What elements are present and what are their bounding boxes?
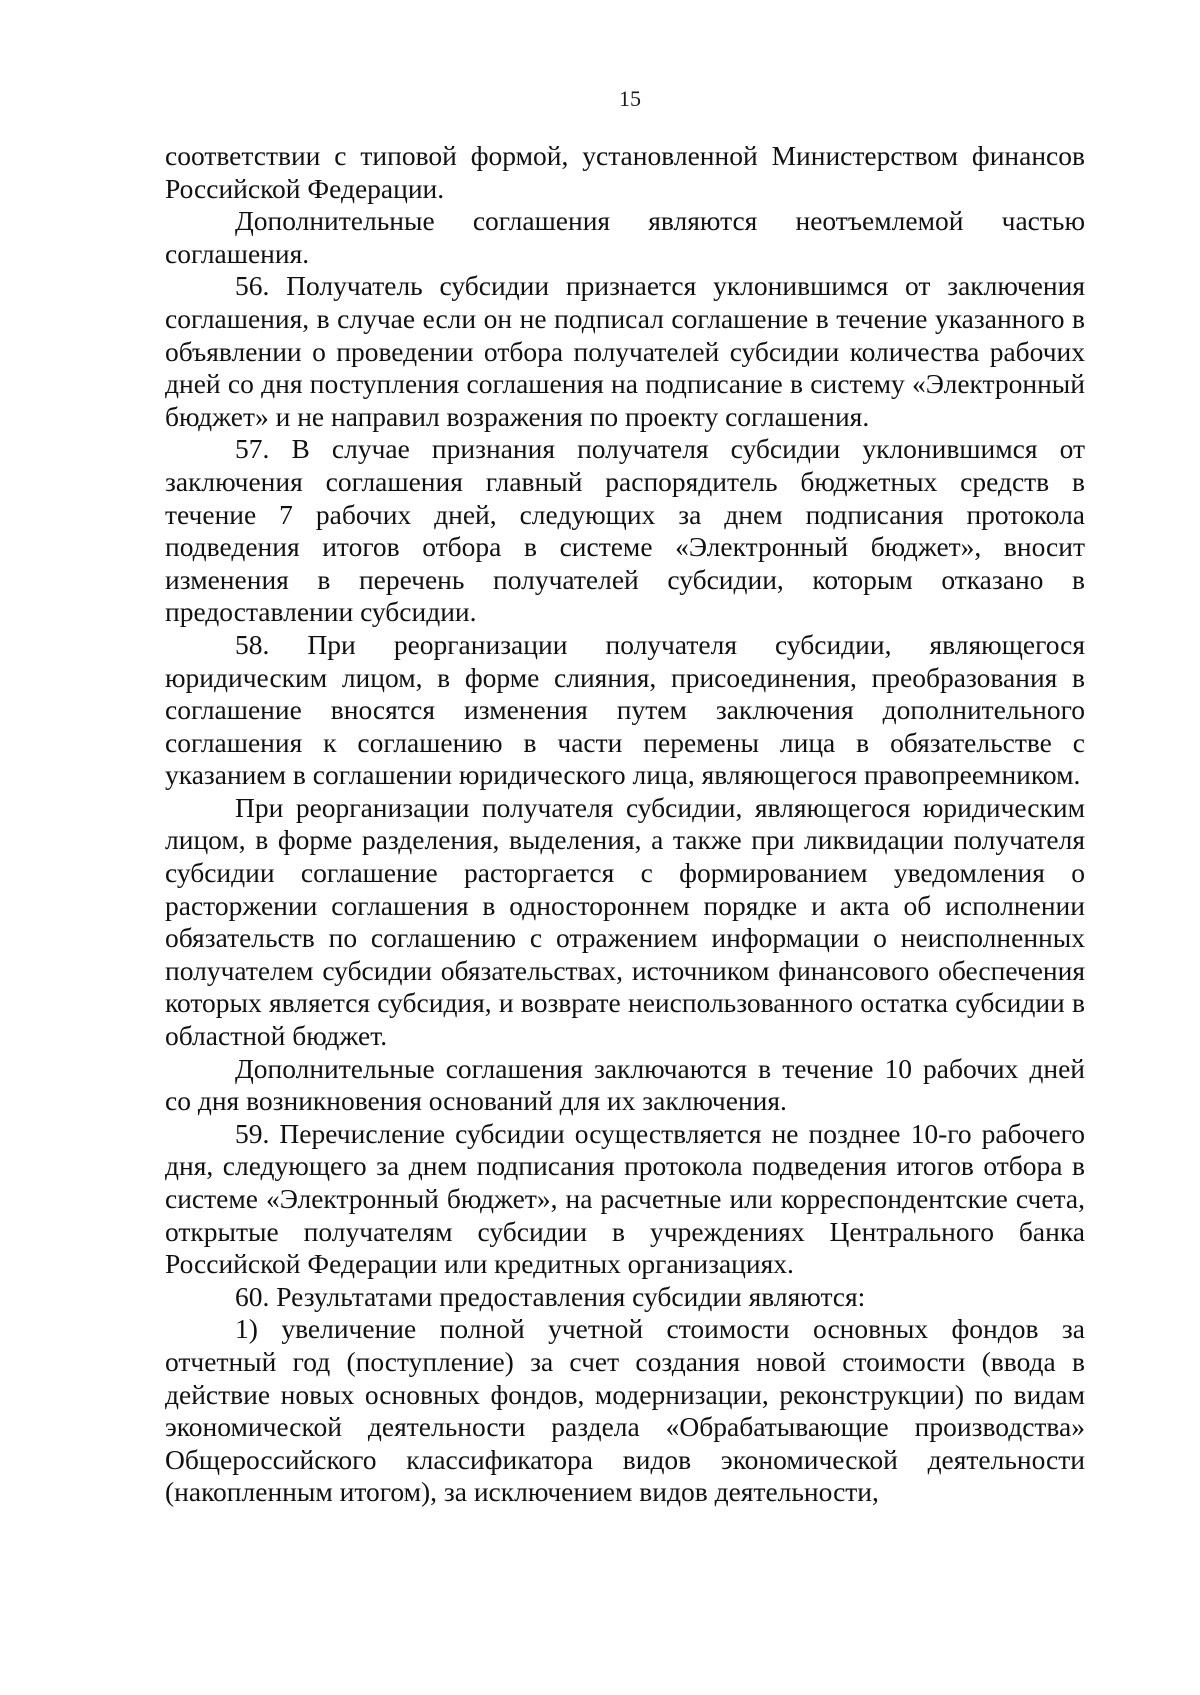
paragraph-58: 58. При реорганизации получателя субсидии, являющегося юридическим лицом, в форме слияния, присоединения, преобразования в соглашение вносятся изменения путем заключения дополнительного соглашения к соглашению в части перемены лица в обязательстве с указанием в соглашении юридического лица, являющегося правопреемником. — [165, 628, 1085, 791]
document-body — [165, 140, 1085, 1509]
paragraph-continuation: соответствии с типовой формой, установленной Министерством финансов Российской Федерации. — [165, 140, 1085, 204]
page-number: 15 — [619, 86, 641, 111]
paragraph-57: 57. В случае признания получателя субсидии уклонившимся от заключения соглашения главный распорядитель бюджетных средств в течение 7 рабочих дней, следующих за днем подписания протокола подведения итогов отбора в системе «Электронный бюджет», вносит изменения в перечень получателей субсидии, которым отказано в предоставлении субсидии. — [165, 433, 1085, 628]
paragraph-56: 56. Получатель субсидии признается уклонившимся от заключения соглашения, в случае если он не подписал соглашение в течение указанного в объявлении о проведении отбора получателей субсидии количества рабочих дней со дня поступления соглашения на подписание в систему «Электронный бюджет» и не направил возражения по проекту соглашения. — [165, 270, 1085, 432]
paragraph-58-additional-agreements: Дополнительные соглашения заключаются в течение 10 рабочих дней со дня возникновения оснований для их заключения. — [165, 1052, 1085, 1117]
paragraph-60-item-1: 1) увеличение полной учетной стоимости основных фондов за отчетный год (поступление) за счет создания новой стоимости (ввода в действие новых основных фондов, модернизации, реконструкции) по видам экономической деятельности раздела «Обрабатывающие производства» Общероссийского классификатора видов экономической деятельности (накопленным итогом), за исключением видов деятельности, — [165, 1313, 1085, 1508]
paragraph-additional-agreements: Дополнительные соглашения являются неотъемлемой частью соглашения. — [165, 205, 1085, 269]
paragraph-59: 59. Перечисление субсидии осуществляется не позднее 10-го рабочего дня, следующего за днем подписания протокола подведения итогов отбора в системе «Электронный бюджет», на расчетные или корреспондентские счета, открытые получателям субсидии в учреждениях Центрального банка Российской Федерации или кредитных организациях. — [165, 1117, 1085, 1280]
paragraph-58-reorganization: При реорганизации получателя субсидии, являющегося юридическим лицом, в форме разделения, выделения, а также при ликвидации получателя субсидии соглашение расторгается с формированием уведомления о расторжении соглашения в одностороннем порядке и акта об исполнении обязательств по соглашению с отражением информации о неисполненных получателем субсидии обязательствах, источником финансового обеспечения которых является субсидия, и возврате неиспользованного остатка субсидии в областной бюджет. — [165, 791, 1085, 1052]
paragraph-60: 60. Результатами предоставления субсидии являются: — [235, 1280, 866, 1312]
